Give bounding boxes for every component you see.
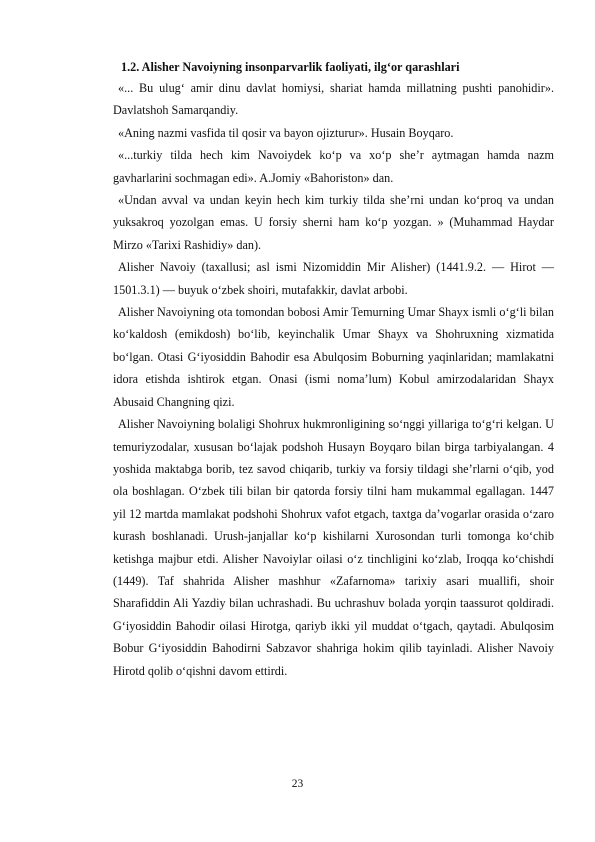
- paragraph-quote-haydar: «Undan avval va undan keyin hech kim turkiy tilda she’rni undan ko‘proq va undan yuksakroq yozolgan emas. U forsiy sherni ham ko‘p yozgan. » (Muhammad Haydar Mirzo «Tarixi Rashidiy» dan).: [113, 193, 554, 252]
- section-heading: 1.2. Alisher Navoiyning insonparvarlik faoliyati, ilg‘or qarashlari: [121, 60, 460, 74]
- page-number: 23: [291, 778, 304, 790]
- paragraph-biography-intro: Alisher Navoiy (taxallusi; asl ismi Nizomiddin Mir Alisher) (1441.9.2. — Hirot — 1501.3.1) — buyuk o‘zbek shoiri, mutafakkir, davlat arbobi.: [113, 260, 554, 297]
- document-page: [113, 57, 554, 682]
- paragraph-childhood: Alisher Navoiyning bolaligi Shohrux hukmronligining so‘nggi yillariga to‘g‘ri kelgan. U temuriyzodalar, xususan bo‘lajak podshoh Husayn Boyqaro bilan birga tarbiyalangan. 4 yoshida maktabga borib, tez savod chiqarib, turkiy va forsiy tildagi she’rlarni o‘qib, yod ola boshlagan. O‘zbek tili bilan bir qatorda forsiy tilni ham mukammal egallagan. 1447 yil 12 martda mamlakat podshohi Shohrux vafot etgach, taxtga da’vogarlar orasida o‘zaro kurash boshlanadi. Urush-janjallar ko‘p kishilarni Xurosondan turli tomonga ko‘chib ketishga majbur etdi. Alisher Navoiylar oilasi o‘z tinchligini ko‘zlab, Iroqqa ko‘chishdi (1449). Taf shahrida Alisher mashhur «Zafarnoma» tarixiy asari muallifi, shoir Sharafiddin Ali Yazdiy bilan uchrashadi. Bu uchrashuv bolada yorqin taassurot qoldiradi. G‘iyosiddin Bahodir oilasi Hirotga, qariyb ikki yil muddat o‘tgach, qaytadi. Abulqosim Bobur G‘iyosiddin Bahodirni Sabzavor shahriga hokim qilib tayinladi. Alisher Navoiy Hirotd qolib o‘qishni davom ettirdi.: [113, 417, 554, 678]
- paragraph-quote-samarqandiy: «... Bu ulug‘ amir dinu davlat homiysi, shariat hamda millatning pushti panohidir». Davlatshoh Samarqandiy.: [113, 81, 554, 118]
- paragraph-family: Alisher Navoiyning ota tomondan bobosi Amir Temurning Umar Shayx ismli o‘g‘li bilan ko‘kaldosh (emikdosh) bo‘lib, keyinchalik Umar Shayx va Shohruxning xizmatida bo‘lgan. Otasi G‘iyosiddin Bahodir esa Abulqosim Boburning yaqinlaridan; mamlakatni idora etishda ishtirok etgan. Onasi (ismi noma’lum) Kobul amirzodalaridan Shayx Abusaid Changning qizi.: [113, 305, 554, 409]
- paragraph-quote-jomiy: «...turkiy tilda hech kim Navoiydek ko‘p va xo‘p she’r aytmagan hamda nazm gavharlarini sochmagan edi». A.Jomiy «Bahoriston» dan.: [113, 148, 554, 185]
- paragraph-quote-boyqaro: «Aning nazmi vasfida til qosir va bayon ojizturur». Husain Boyqaro.: [118, 125, 454, 140]
